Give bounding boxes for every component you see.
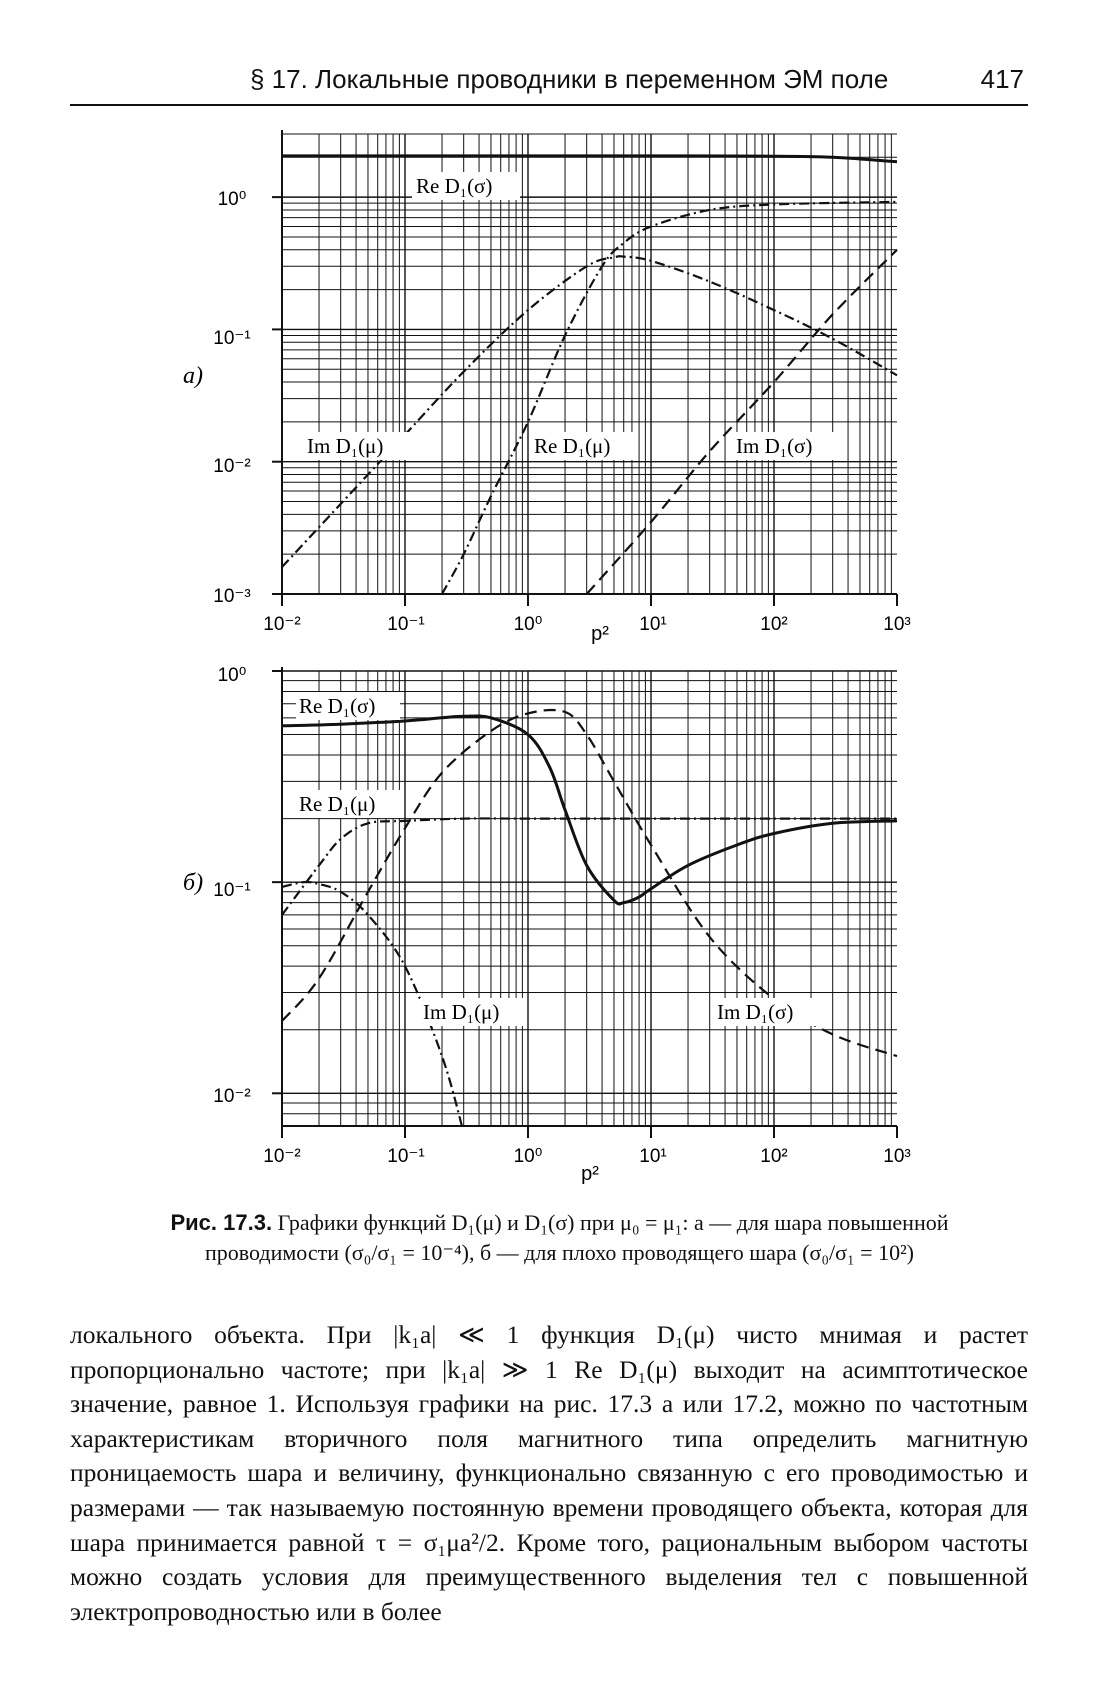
curves-b bbox=[282, 710, 897, 1133]
x-tick-label: 10¹ bbox=[639, 614, 667, 635]
y-tick-label: 10⁰ bbox=[217, 189, 247, 210]
panel-label-a: а) bbox=[183, 363, 203, 389]
page-number: 417 bbox=[980, 64, 1024, 94]
curves-a bbox=[282, 156, 897, 594]
curve-label-im-d1-sigma bbox=[733, 432, 839, 460]
figure-caption bbox=[97, 1208, 1022, 1268]
x-tick-label: 10¹ bbox=[639, 1146, 667, 1167]
x-tick-label: 10² bbox=[760, 1146, 788, 1167]
curve-label-re-d1-mu bbox=[531, 432, 635, 460]
y-tick-label: 10⁻¹ bbox=[213, 328, 251, 349]
x-tick-label: 10⁰ bbox=[513, 1146, 543, 1167]
series-line-re-d- bbox=[282, 818, 897, 914]
curve-label-re-d1-sigma bbox=[296, 692, 400, 720]
y-tick-label: 10⁻³ bbox=[213, 586, 251, 607]
y-tick-label: 10⁻² bbox=[213, 456, 251, 477]
curve-label-re-d1-sigma bbox=[412, 172, 520, 200]
y-tick-label: 10⁰ bbox=[217, 665, 247, 686]
curve-label-im-d1-mu bbox=[420, 998, 524, 1026]
x-tick-label: 10² bbox=[760, 614, 788, 635]
svg-text:Im D₁(μ): Im D₁(μ) bbox=[423, 1000, 500, 1024]
caption-line-1: Графики функций D₁(μ) и D₁(σ) при μ₀ = μ₁: а — для шара повышенной bbox=[277, 1210, 949, 1235]
svg-text:Im D₁(σ): Im D₁(σ) bbox=[717, 1000, 794, 1024]
x-tick-label: 10³ bbox=[883, 614, 911, 635]
panel-label-b: б) bbox=[183, 870, 204, 896]
series-line-re-d- bbox=[442, 202, 897, 594]
section-title: § 17. Локальные проводники в переменном ЭМ поле bbox=[250, 64, 889, 94]
curve-label-re-d1-mu bbox=[296, 790, 400, 818]
body-text bbox=[70, 1318, 1028, 1629]
svg-text:Re D₁(μ): Re D₁(μ) bbox=[534, 434, 611, 458]
x-tick-label: 10³ bbox=[883, 1146, 911, 1167]
chart-panel-b bbox=[183, 665, 911, 1185]
x-tick-label: 10⁻² bbox=[263, 1146, 301, 1167]
ticks-a bbox=[272, 130, 897, 606]
x-tick-label: 10⁻¹ bbox=[387, 1146, 425, 1167]
curve-label-im-d1-mu bbox=[304, 432, 410, 460]
caption-number: Рис. 17.3. bbox=[170, 1210, 273, 1235]
series-line-im-d- bbox=[282, 256, 897, 567]
chart-panel-a bbox=[183, 130, 911, 645]
x-tick-label: 10⁻¹ bbox=[387, 614, 425, 635]
caption-line-2: проводимости (σ₀/σ₁ = 10⁻⁴), б — для плохо проводящего шара (σ₀/σ₁ = 10²) bbox=[205, 1240, 914, 1265]
x-axis-label: p² bbox=[581, 1163, 599, 1185]
svg-text:Re D₁(μ): Re D₁(μ) bbox=[299, 792, 376, 816]
svg-text:Re D₁(σ): Re D₁(σ) bbox=[416, 174, 493, 198]
svg-text:Re D₁(σ): Re D₁(σ) bbox=[299, 694, 376, 718]
y-tick-label: 10⁻¹ bbox=[213, 880, 251, 901]
y-tick-label: 10⁻² bbox=[213, 1086, 251, 1107]
series-line-re-d- bbox=[282, 156, 897, 162]
x-axis-label: p² bbox=[591, 623, 609, 645]
svg-text:Im D₁(σ): Im D₁(σ) bbox=[736, 434, 813, 458]
svg-text:Im D₁(μ): Im D₁(μ) bbox=[307, 434, 384, 458]
x-tick-label: 10⁰ bbox=[513, 614, 543, 635]
body-paragraph: локального объекта. При |k₁a| ≪ 1 функция D₁(μ) чисто мнимая и растет пропорционально частоте; при |k₁a| ≫ 1 Re D₁(μ) выходит на асимптотическое значение, равное 1. Используя графики на рис. 17.3 а или 17.2, можно по частотным характеристикам вторичного поля магнитного типа определить магнитную проницаемость шара и величину, функционально связанную с его проводимостью и размерами — так называемую постоянную времени проводящего объекта, которая для шара принимается равной τ = σ₁μa²/2. Кроме того, рациональным выбором частоты можно создать условия для преимущественного выделения тел с повышенной электропроводностью или в более bbox=[70, 1320, 1028, 1626]
x-tick-label: 10⁻² bbox=[263, 614, 301, 635]
curve-label-im-d1-sigma bbox=[714, 998, 820, 1026]
